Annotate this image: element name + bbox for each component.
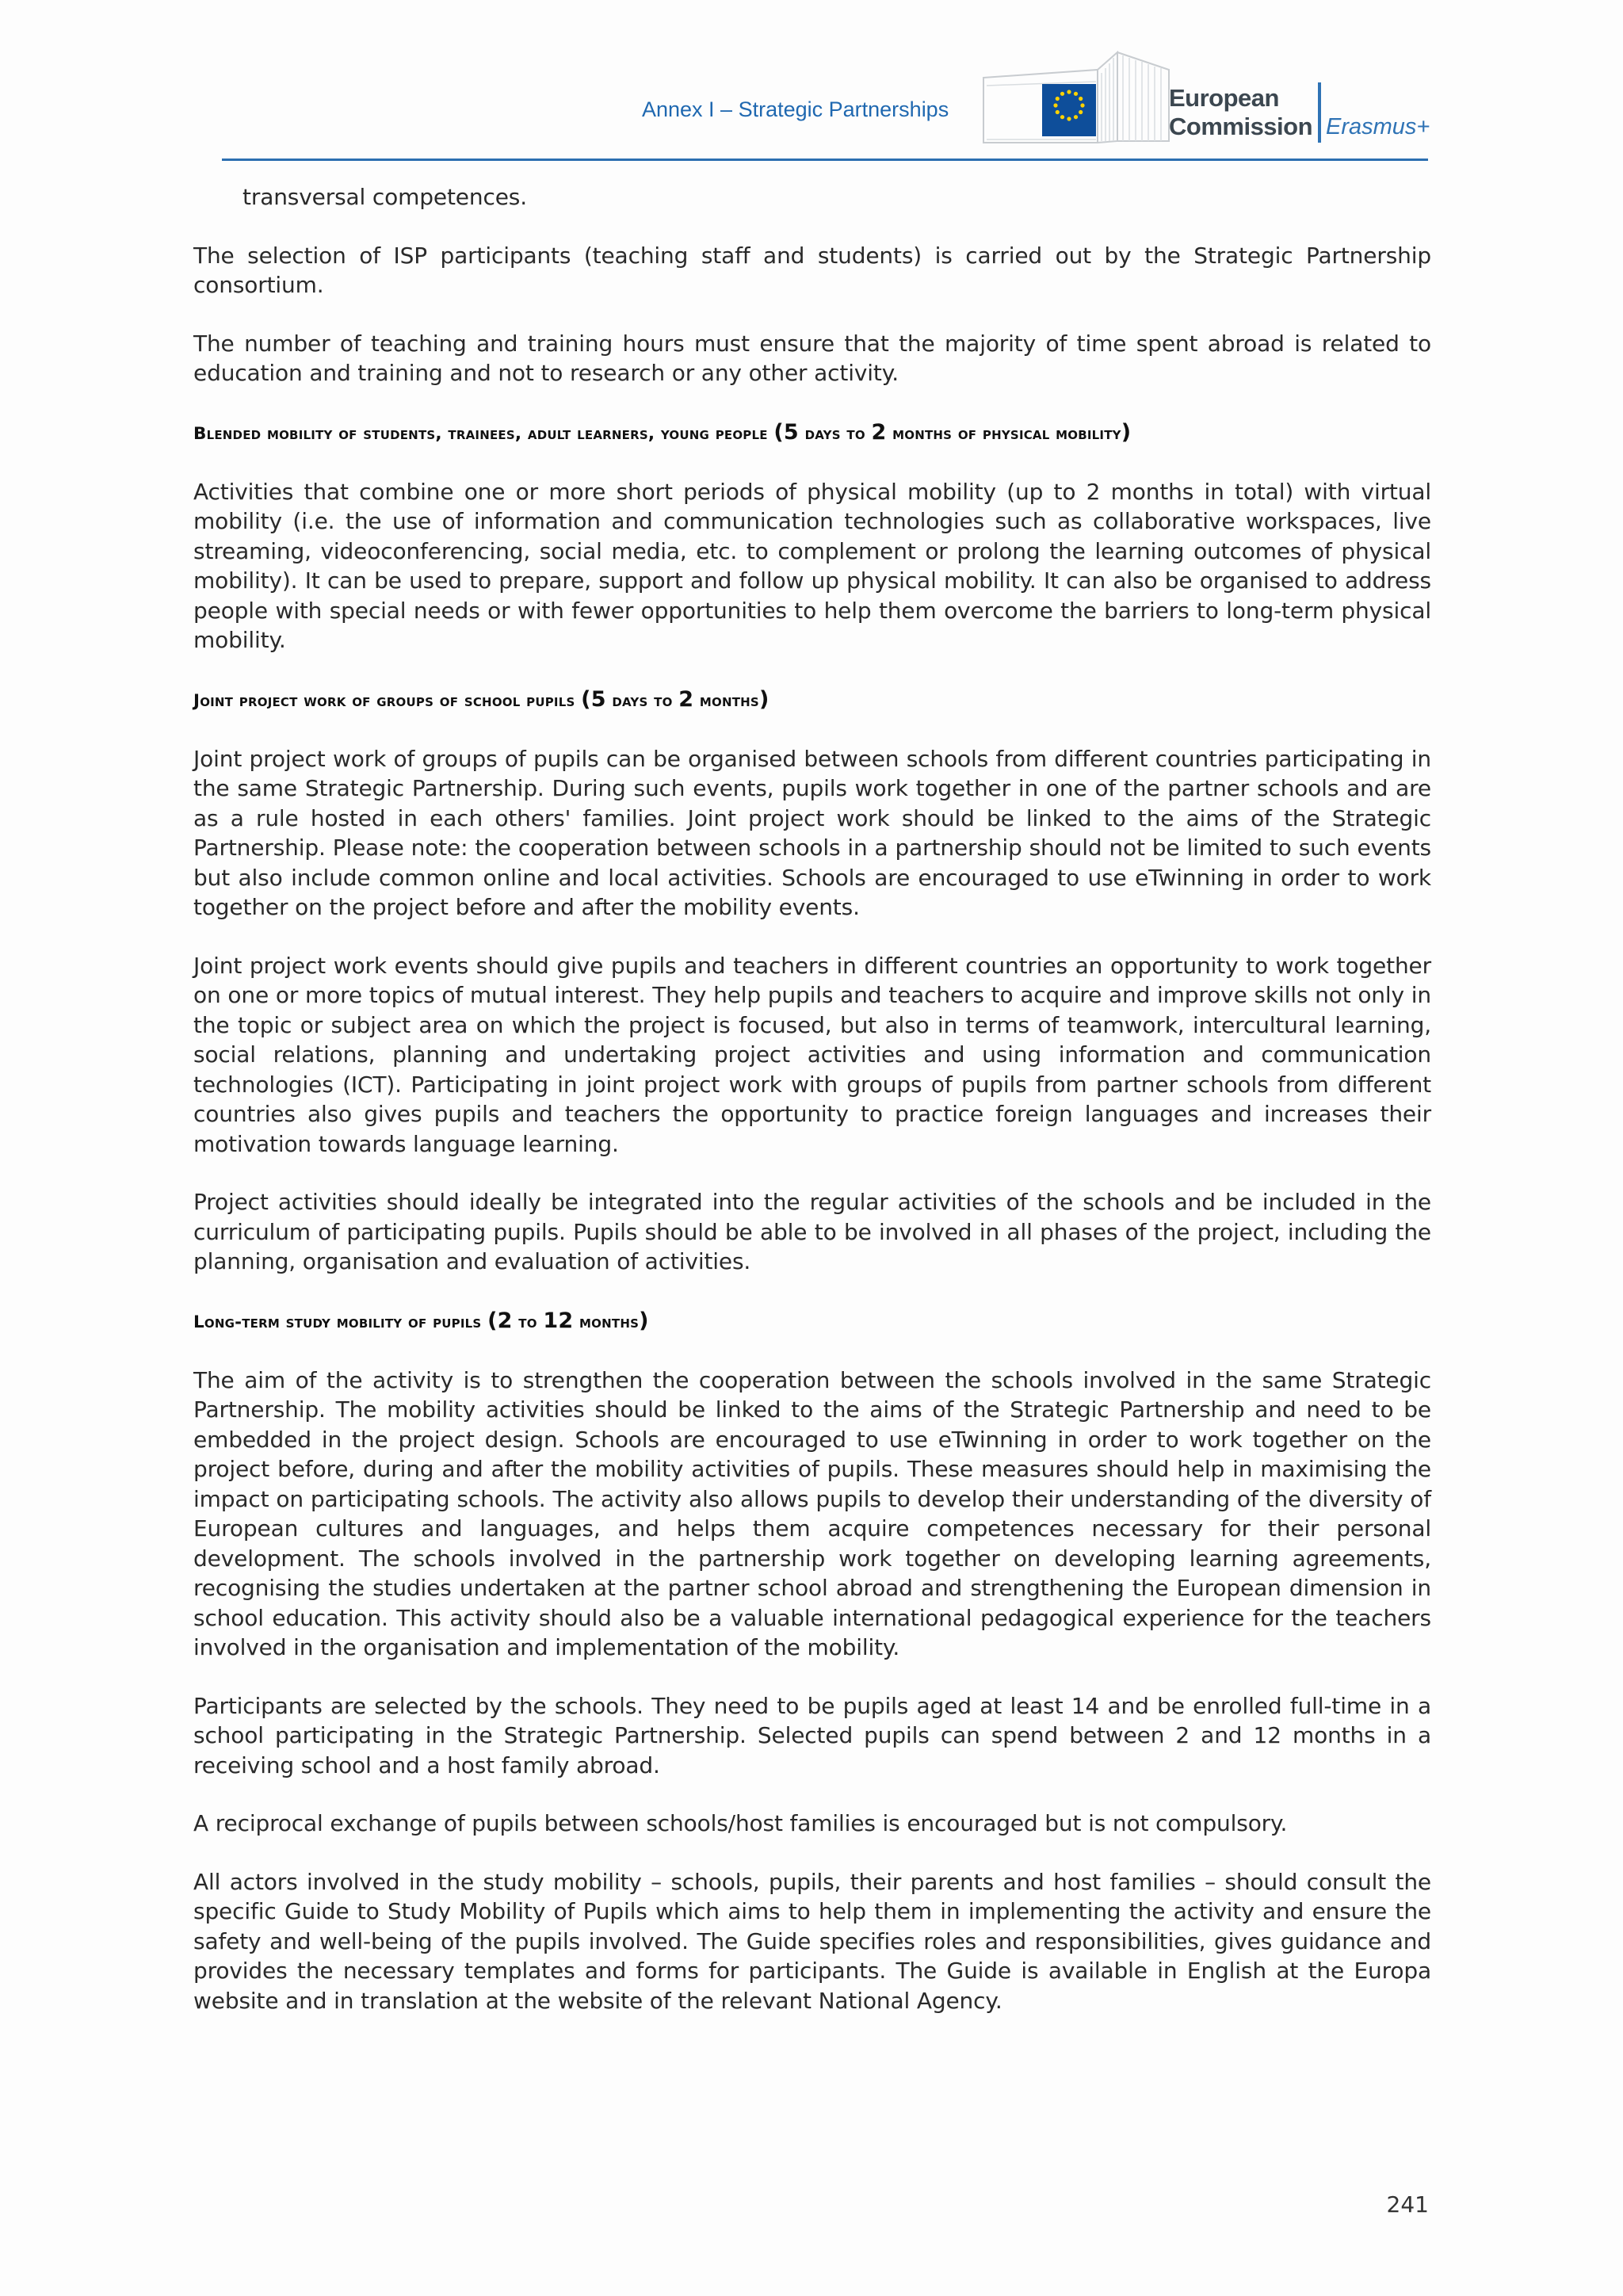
body-paragraph: Participants are selected by the schools. They need to be pupils aged at least 14 and be enrolled full-time in a school participating in the Strategic Partnership. Selected pupils can spend between 2 and 12 months in a receiving school and a host family abroad. <box>193 1692 1431 1778</box>
logo-line-1: European <box>1169 84 1279 112</box>
section-heading: Long-term study mobility of pupils (2 to 12 months) <box>193 1308 649 1333</box>
body-paragraph: All actors involved in the study mobility – schools, pupils, their parents and host families – should consult the specific Guide to Study Mobility of Pupils which aims to help them in implementing the activity and ensure the safety and well-being of the pupils involved. The Guide specifies roles and responsibilities, gives guidance and provides the necessary templates and forms for participants. The Guide is available in English at the Europa website and in translation at the website of the relevant National Agency. <box>193 1868 1431 2014</box>
logo-wordmark <box>1169 84 1312 141</box>
erasmus-plus-label: Erasmus+ <box>1326 114 1430 139</box>
header-divider <box>222 159 1428 161</box>
european-commission-logo <box>979 46 1434 153</box>
section-heading: Blended mobility of students, trainees, adult learners, young people (5 days to 2 months of physical mobility) <box>193 419 1132 445</box>
body-paragraph: Activities that combine one or more short periods of physical mobility (up to 2 months in total) with virtual mobility (i.e. the use of information and communication technologies such as collaborative workspaces, live streaming, videoconferencing, social media, etc. to complement or prolong the learning outcomes of physical mobility). It can be used to prepare, support and follow up physical mobility. It can also be organised to address people with special needs or with fewer opportunities to help them overcome the barriers to long-term physical mobility. <box>193 478 1431 653</box>
logo-separator <box>1318 82 1321 143</box>
body-paragraph: The aim of the activity is to strengthen the cooperation between the schools involved in the same Strategic Partnership. The mobility activities should be linked to the aims of the Strategic Partnership and need to be embedded in the project design. Schools are encouraged to use eTwinning in order to work together on the project before, during and after the mobility activities of pupils. These measures should help in maximising the impact on participating schools. The activity also allows pupils to develop their understanding of the diversity of European cultures and languages, and helps them acquire competences necessary for their personal development. The schools involved in the partnership work together on developing learning agreements, recognising the studies undertaken at the partner school abroad and strengthening the European dimension in school education. This activity should also be a valuable international pedagogical experience for the teachers involved in the organisation and implementation of the mobility. <box>193 1366 1431 1660</box>
page-number: 241 <box>1386 2191 1429 2218</box>
body-paragraph: Joint project work of groups of pupils can be organised between schools from different countries participating in the same Strategic Partnership. During such events, pupils work together in one of the partner schools and are as a rule hosted in each others' families. Joint project work should be linked to the aims of the Strategic Partnership. Please note: the cooperation between schools in a partnership should not be limited to such events but also include common online and local activities. Schools are encouraged to use eTwinning in order to work together on the project before and after the mobility events. <box>193 745 1431 920</box>
body-paragraph: transversal competences. <box>242 184 527 210</box>
section-heading: Joint project work of groups of school pupils (5 days to 2 months) <box>193 686 769 712</box>
body-paragraph: The number of teaching and training hours must ensure that the majority of time spent abroad is related to education and training and not to research or any other activity. <box>193 330 1431 386</box>
commission-building-icon <box>979 46 1173 149</box>
header-title: Annex I – Strategic Partnerships <box>642 97 949 121</box>
logo-line-2: Commission <box>1169 113 1313 140</box>
body-paragraph: Joint project work events should give pupils and teachers in different countries an opportunity to work together on one or more topics of mutual interest. They help pupils and teachers to acquire and improve skills not only in the topic or subject area on which the project is focused, but also in terms of teamwork, intercultural learning, social relations, planning and undertaking project activities and using information and communication technologies (ICT). Participating in joint project work with groups of pupils from partner schools from different countries also gives pupils and teachers the opportunity to practice foreign languages and increases their motivation towards language learning. <box>193 952 1431 1157</box>
body-paragraph: A reciprocal exchange of pupils between schools/host families is encouraged but is not compulsory. <box>193 1810 1288 1836</box>
document-body <box>193 182 1431 2044</box>
body-paragraph: Project activities should ideally be integrated into the regular activities of the schools and be included in the curriculum of participating pupils. Pupils should be able to be involved in all phases of the project, including the planning, organisation and evaluation of activities. <box>193 1189 1431 1274</box>
body-paragraph: The selection of ISP participants (teaching staff and students) is carried out by the Strategic Partnership consortium. <box>193 242 1431 298</box>
